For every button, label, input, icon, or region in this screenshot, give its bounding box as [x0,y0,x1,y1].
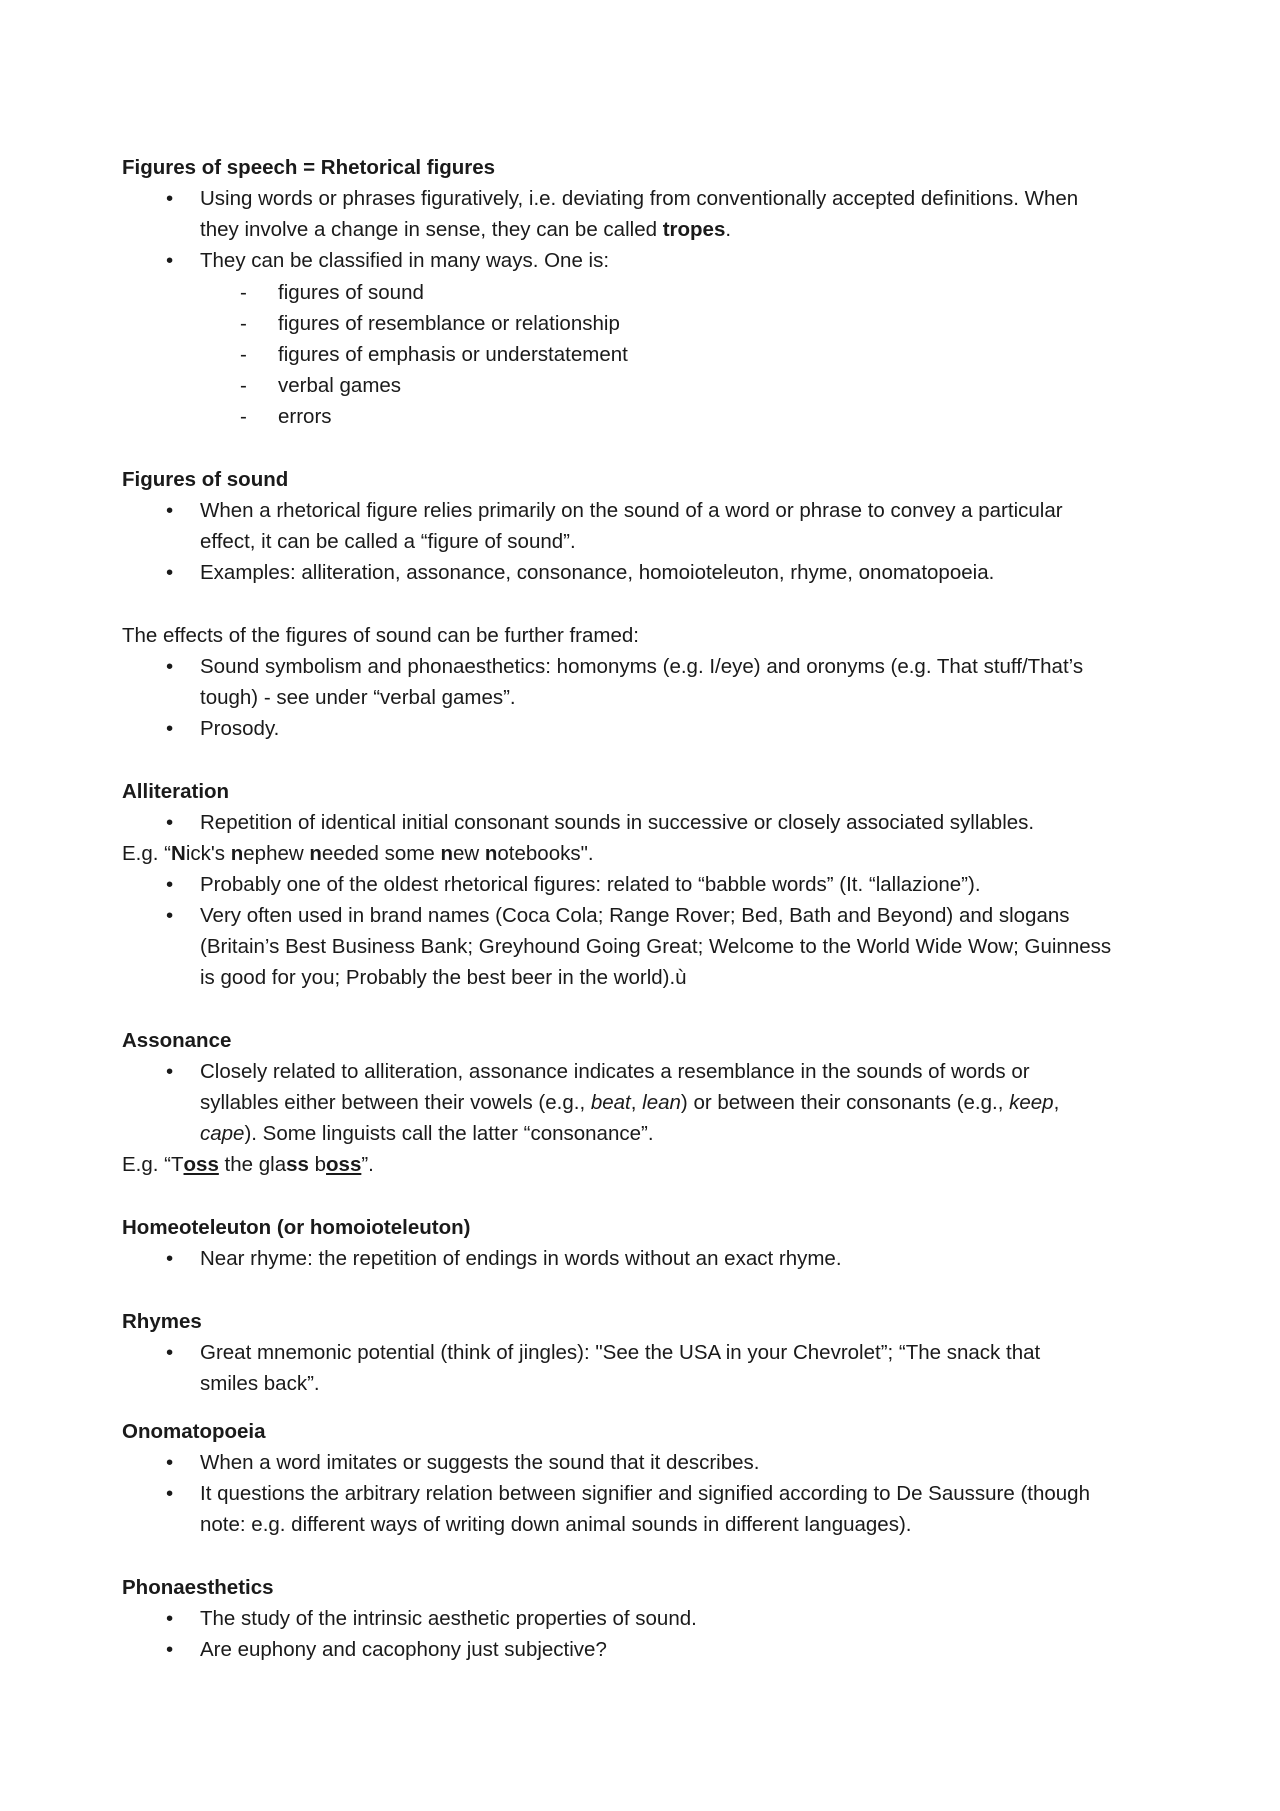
heading-alliteration: Alliteration [122,780,230,803]
bullet-icon: • [166,904,174,927]
sub-list-item: figures of sound [278,281,424,304]
list-item: When a word imitates or suggests the sound that it describes. [200,1451,760,1474]
list-item-continuation: smiles back”. [200,1372,320,1395]
list-item-continuation: cape). Some linguists call the latter “consonance”. [200,1122,654,1145]
sub-list-item: figures of emphasis or understatement [278,343,628,366]
list-item: Are euphony and cacophony just subjective? [200,1638,607,1661]
sub-list-item: verbal games [278,374,402,397]
paragraph-effects: The effects of the figures of sound can be further framed: [122,624,639,647]
list-item: Probably one of the oldest rhetorical figures: related to “babble words” (It. “lallazione”). [200,873,981,896]
heading-onomatopoeia: Onomatopoeia [122,1420,266,1443]
example-alliteration: E.g. “Nick's nephew needed some new notebooks". [122,842,594,865]
list-item: The study of the intrinsic aesthetic properties of sound. [200,1607,697,1630]
bullet-icon: • [166,499,174,522]
list-item-continuation: effect, it can be called a “figure of sound”. [200,530,576,553]
bullet-icon: • [166,811,174,834]
bullet-icon: • [166,187,174,210]
bullet-icon: • [166,561,174,584]
list-item-continuation: (Britain’s Best Business Bank; Greyhound Going Great; Welcome to the World Wide Wow; Guinness [200,935,1112,958]
list-item: Repetition of identical initial consonant sounds in successive or closely associated syllables. [200,811,1035,834]
bullet-icon: • [166,1482,174,1505]
heading-figures-of-sound: Figures of sound [122,468,289,491]
heading-assonance: Assonance [122,1029,232,1052]
example-assonance: E.g. “Toss the glass boss”. [122,1153,374,1176]
list-item: Prosody. [200,717,280,740]
heading-phonaesthetics: Phonaesthetics [122,1576,274,1599]
heading-rhymes: Rhymes [122,1310,202,1333]
list-item: It questions the arbitrary relation between signifier and signified according to De Saussure (though [200,1482,1090,1505]
bullet-icon: • [166,1451,174,1474]
bullet-icon: • [166,717,174,740]
list-item: Very often used in brand names (Coca Cola; Range Rover; Bed, Bath and Beyond) and slogans [200,904,1070,927]
list-item: Closely related to alliteration, assonance indicates a resemblance in the sounds of words or [200,1060,1030,1083]
list-item-continuation: note: e.g. different ways of writing down animal sounds in different languages). [200,1513,912,1536]
term-tropes: tropes [662,218,726,241]
dash-icon: - [240,405,247,428]
dash-icon: - [240,281,247,304]
bullet-icon: • [166,1247,174,1270]
bullet-icon: • [166,1607,174,1630]
list-item-continuation: tough) - see under “verbal games”. [200,686,516,709]
bullet-icon: • [166,655,174,678]
dash-icon: - [240,312,247,335]
list-item: When a rhetorical figure relies primarily on the sound of a word or phrase to convey a particular [200,499,1063,522]
list-item: Sound symbolism and phonaesthetics: homonyms (e.g. I/eye) and oronyms (e.g. That stuff/That’s [200,655,1084,678]
list-item-continuation: syllables either between their vowels (e.g., beat, lean) or between their consonants (e.g., keep, [200,1091,1060,1114]
sub-list-item: errors [278,405,332,428]
list-item: Near rhyme: the repetition of endings in words without an exact rhyme. [200,1247,842,1270]
list-item: Examples: alliteration, assonance, consonance, homoioteleuton, rhyme, onomatopoeia. [200,561,995,584]
bullet-icon: • [166,1638,174,1661]
list-item: Using words or phrases figuratively, i.e. deviating from conventionally accepted definitions. When [200,187,1079,210]
list-item: Great mnemonic potential (think of jingles): "See the USA in your Chevrolet”; “The snack that [200,1341,1041,1364]
list-item-continuation: they involve a change in sense, they can be called tropes. [200,218,732,241]
dash-icon: - [240,343,247,366]
bullet-icon: • [166,1341,174,1364]
list-item: They can be classified in many ways. One is: [200,249,610,272]
heading-homeoteleuton: Homeoteleuton (or homoioteleuton) [122,1216,471,1239]
bullet-icon: • [166,249,174,272]
sub-list-item: figures of resemblance or relationship [278,312,620,335]
heading-figures-of-speech: Figures of speech = Rhetorical figures [122,156,496,179]
bullet-icon: • [166,873,174,896]
dash-icon: - [240,374,247,397]
list-item-continuation: is good for you; Probably the best beer in the world).ù [200,966,687,989]
bullet-icon: • [166,1060,174,1083]
